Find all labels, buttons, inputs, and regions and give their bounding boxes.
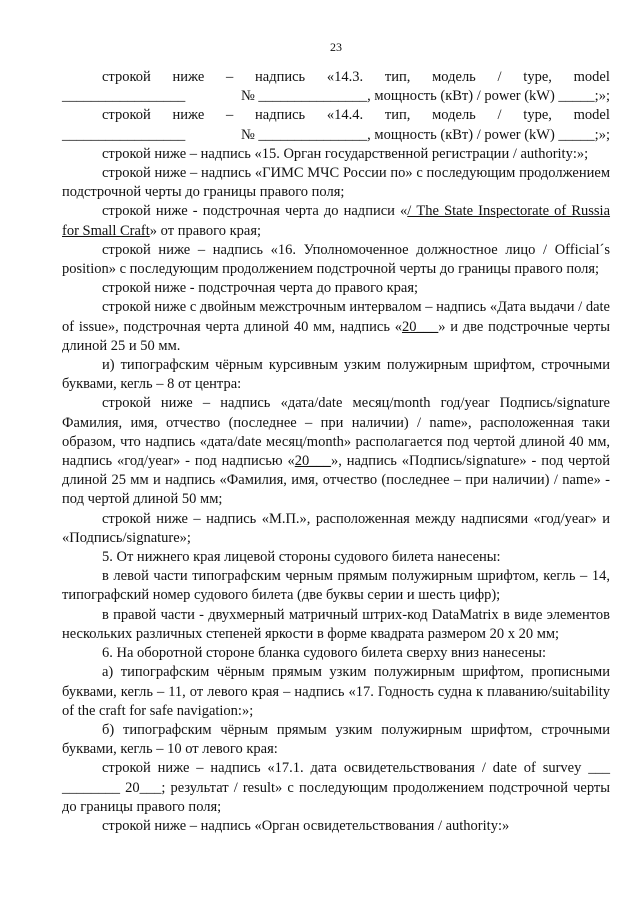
underline-blank: _________________ [62, 88, 186, 105]
word: – [226, 69, 234, 85]
word: type, [523, 107, 552, 124]
word: type, [523, 69, 552, 85]
word: «14.4. [326, 107, 364, 124]
paragraph [62, 298, 610, 356]
paragraph: строкой ниже – надпись «М.П.», расположенная между надписями «год/year» и «Подпись/signature»; [62, 510, 610, 546]
line-text: № _______________, мощность (кВт) / power (kW) _____;»; [240, 88, 610, 105]
paragraph: строкой ниже – надпись «ГИМС МЧС России по» с последующим продолжением подстрочной черты до границы правого поля; [62, 165, 610, 201]
word: модель [432, 69, 476, 85]
paragraph: строкой ниже – надпись «16. Уполномоченное должностное лицо / Official´s position» с последующим продолжением подстрочной черты до границы правого поля; [62, 241, 610, 278]
underlined-text: 20___ [294, 453, 331, 470]
word: тип, [384, 69, 411, 85]
text-run: » от правого края; [149, 222, 262, 239]
word: модель [432, 107, 476, 124]
word: строкой [102, 107, 151, 124]
word: / [497, 69, 502, 85]
paragraph: и) типографским чёрным курсивным узким полужирным шрифтом, строчными буквами, кегль – 8 от центра: [62, 357, 610, 393]
text-run: » и две подстрочные черты длиной 25 и 50 мм. [62, 318, 610, 354]
underlined-text: / The State Inspectorate of Russia for Small Craft [62, 203, 611, 239]
paragraph: строкой ниже - подстрочная черта до правого края; [102, 280, 419, 297]
text-run: », надпись «Подпись/signature» - под чертой длиной 25 мм и надпись «Фамилия, имя, отчество (последнее – при наличии) / name» - под чертой длиной 50 мм; [62, 453, 610, 508]
word: model [573, 69, 610, 85]
word: надпись [255, 107, 306, 124]
word: / [497, 107, 502, 124]
word: надпись [255, 69, 306, 85]
word: «14.3. [326, 69, 364, 85]
line-14-3 [62, 68, 610, 87]
document-page [62, 40, 610, 836]
paragraph: а) типографским чёрным прямым узким полужирным шрифтом, прописными буквами, кегль – 11, от левого края – надпись «17. Годность судна к плаванию/suitability of the craft for safe navigation:»; [62, 664, 610, 719]
paragraph: строкой ниже – надпись «17.1. дата освидетельствования / date of survey ___ ________ 20___; результат / result» с последующим продолжением подстрочной черты до границы правого поля; [62, 760, 610, 815]
text-run: строкой ниже с двойным межстрочным интервалом – надпись «Дата выдачи / date of issue», подстрочная черта длиной 40 мм, надпись « [62, 299, 610, 335]
paragraph: 6. На оборотной стороне бланка судового билета сверху вниз нанесены: [102, 645, 546, 662]
paragraph [62, 394, 610, 509]
page-number: 23 [330, 40, 342, 54]
word: model [573, 107, 610, 124]
text-run: строкой ниже - подстрочная черта до надписи « [102, 203, 408, 220]
line-14-4 [62, 106, 610, 125]
text-run: строкой ниже – надпись «дата/date месяц/month год/year Подпись/signature Фамилия, имя, отчество (последнее – при наличии) / name», расположенная таки образом, что надпись «дата/date месяц/month» располагается под чертой длиной 40 мм, надпись «год/year» - под надписью « [62, 395, 610, 470]
paragraph: 5. От нижнего края лицевой стороны судового билета нанесены: [102, 549, 501, 566]
word: ниже [172, 107, 205, 124]
word: – [226, 107, 234, 124]
word: строкой [102, 69, 151, 85]
line-14-3-cont [62, 87, 610, 106]
word: тип, [384, 107, 411, 124]
line-text: № _______________, мощность (кВт) / power (kW) _____;»; [240, 126, 610, 143]
paragraph: в правой части - двухмерный матричный штрих-код DataMatrix в виде элементов нескольких различных степеней яркости в форме квадрата размером 20 х 20 мм; [62, 606, 610, 642]
underlined-text: 20___ [401, 318, 439, 335]
line-14-4-cont [62, 126, 610, 145]
underline-blank: _________________ [62, 126, 186, 143]
paragraph: строкой ниже – надпись «15. Орган государственной регистрации / authority:»; [102, 145, 589, 162]
paragraph: б) типографским чёрным прямым узким полужирным шрифтом, строчными буквами, кегль – 10 от левого края: [62, 721, 610, 758]
paragraph: строкой ниже – надпись «Орган освидетельствования / authority:» [102, 817, 510, 834]
paragraph [62, 202, 610, 240]
word: ниже [172, 69, 205, 85]
paragraph: в левой части типографским черным прямым полужирным шрифтом, кегль – 14, типографский номер судового билета (две буквы серии и шесть цифр); [62, 568, 610, 604]
